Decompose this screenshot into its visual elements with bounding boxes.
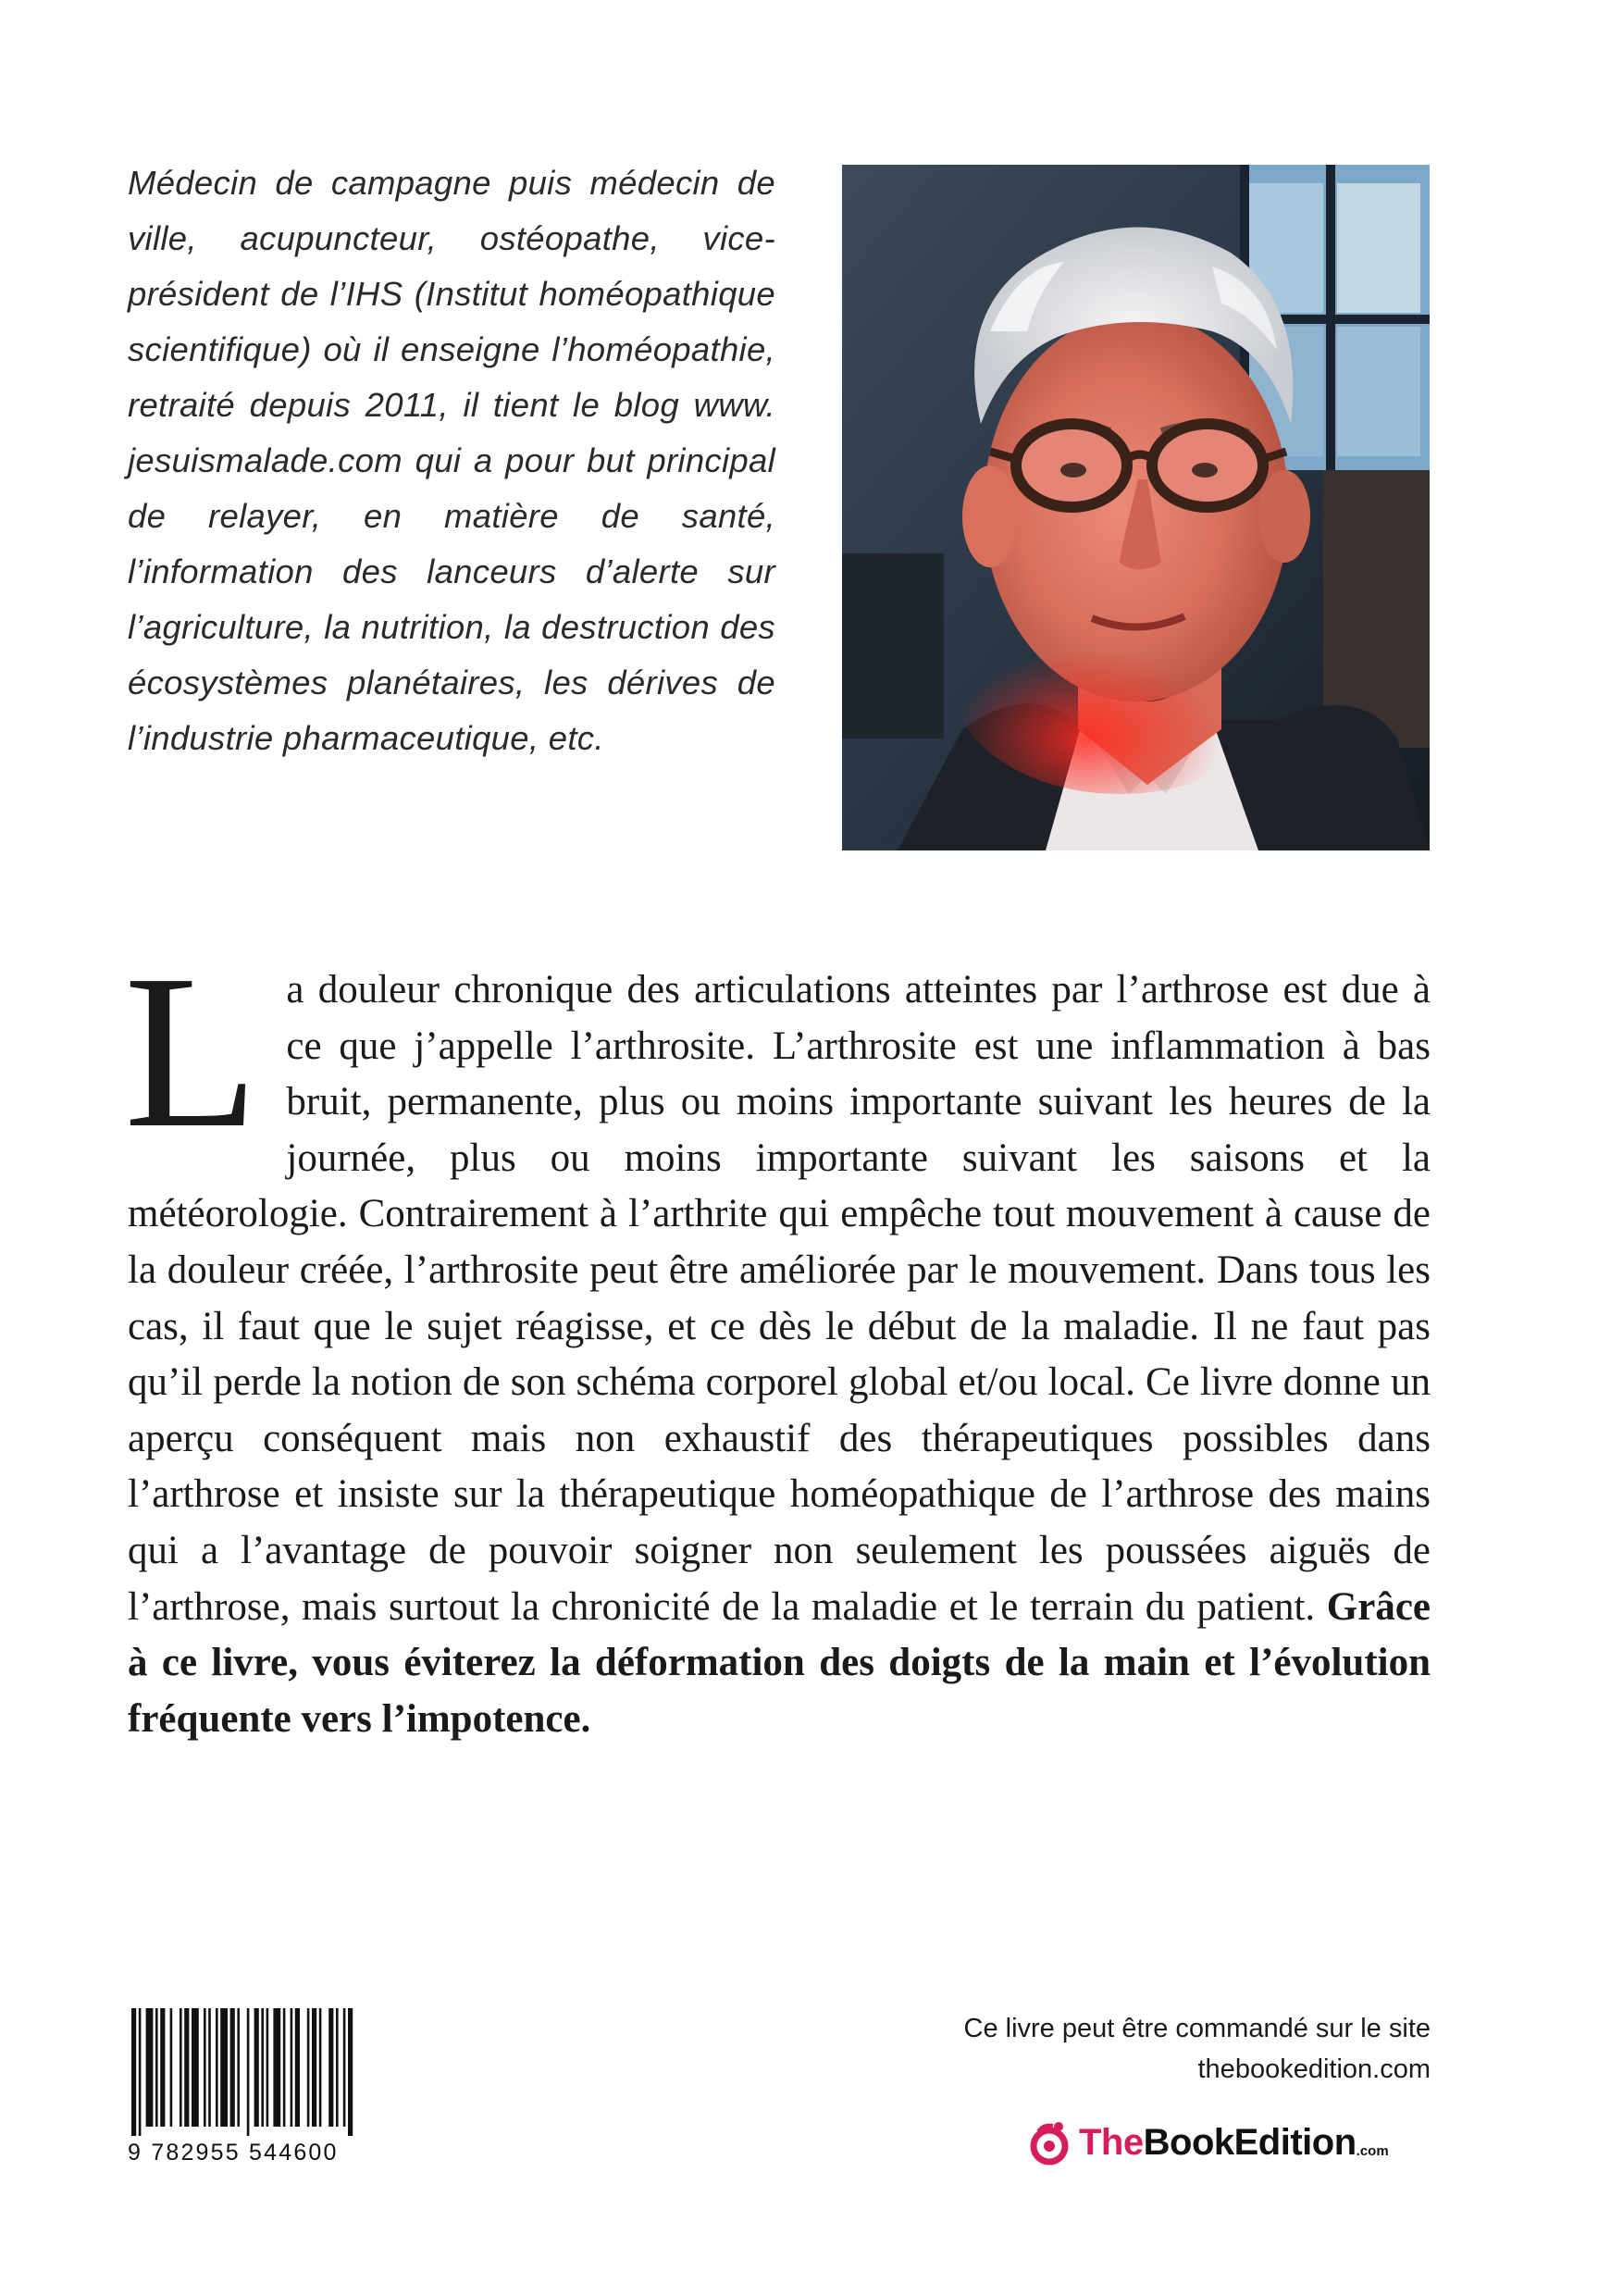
barcode-bar	[216, 2008, 218, 2127]
barcode-bar	[131, 2008, 136, 2138]
publisher-logo-suffix: .com	[1356, 2142, 1389, 2159]
publisher-logo-icon	[1025, 2118, 1073, 2166]
author-bio-text: Médecin de campagne puis médecin de ville, acupuncteur, ostéopathe, vice-président de l’IHS (Institut homéopathique scientifique) où il enseigne l’homéopathie, retraité depuis 2011, il tient le blog www. jesuismalade.com qui a pour but principal de relayer, en matière de santé, l’information des lanceurs d’alerte sur l’agriculture, la nutrition, la destruction des écosystèmes planétaires, les dérives de l’industrie pharmaceutique, etc.	[128, 164, 775, 757]
barcode-bar	[328, 2008, 333, 2127]
order-info	[964, 2008, 1431, 2090]
order-line-2: thebookedition.com	[1197, 2054, 1431, 2084]
drop-cap: L	[124, 930, 259, 1173]
barcode-bar	[237, 2008, 240, 2127]
barcode-bar	[180, 2008, 182, 2127]
barcode-bar	[204, 2008, 206, 2127]
barcode-bar	[208, 2008, 211, 2127]
author-bio	[128, 155, 775, 766]
description-bold-text: Grâce à ce livre, vous éviterez la déformation des doigts de la main et l’évolution fréquente vers l’impotence.	[128, 1584, 1431, 1741]
barcode-bar	[139, 2008, 142, 2138]
publisher-logo-prefix: The	[1079, 2121, 1144, 2163]
barcode-bar	[273, 2008, 280, 2127]
barcode-bar	[291, 2008, 293, 2127]
barcode-bar	[266, 2008, 269, 2127]
barcode-bar	[283, 2008, 286, 2127]
barcode-bar	[220, 2008, 228, 2127]
barcode-bar	[307, 2008, 310, 2127]
order-line-1: Ce livre peut être commandé sur le site	[963, 2014, 1431, 2043]
barcode-bar	[247, 2008, 250, 2138]
publisher-logo	[1025, 2110, 1432, 2175]
isbn-digits: 9 782955 544600	[128, 2136, 366, 2169]
author-portrait-image	[842, 165, 1430, 850]
publisher-logo-text	[1079, 2122, 1357, 2164]
barcode-bar	[261, 2008, 264, 2127]
barcode-bars	[128, 2008, 366, 2138]
barcode-bar	[160, 2008, 165, 2127]
barcode-bar	[192, 2008, 199, 2127]
barcode-bar	[254, 2008, 259, 2127]
barcode-bar	[295, 2008, 300, 2127]
description-text: a douleur chronique des articulations atteintes par l’arthrose est due à ce que j’appelle l’arthrosite. L’arthrosite est une inflammation à bas bruit, permanente, plus ou moins importante suivant les heures de la journée, plus ou moins importante suivant les saisons et la météorologie. Contrairement à l’arthrite qui empêche tout mouvement à cause de la douleur créée, l’arthrosite peut être améliorée par le mouvement. Dans tous les cas, il faut que le sujet réagisse, et ce dès le début de la maladie. Il ne faut pas qu’il perde la notion de son schéma corporel global et/ou local. Ce livre donne un aperçu conséquent mais non exhaustif des thérapeutiques possibles dans l’arthrose et insiste sur la thérapeutique homéopathique de l’arthrose des mains qui a l’avantage de pouvoir soigner non seulement les poussées aiguës de l’arthrose, mais surtout la chronicité de la maladie et le terrain du patient.	[128, 968, 1431, 1629]
barcode-bar	[343, 2008, 346, 2127]
barcode-bar	[170, 2008, 173, 2127]
publisher-logo-name: BookEdition	[1143, 2121, 1357, 2163]
barcode-bar	[146, 2008, 154, 2127]
barcode-bar	[230, 2008, 235, 2127]
barcode-bar	[155, 2008, 158, 2127]
barcode-bar	[312, 2008, 316, 2127]
barcode-bar	[348, 2008, 353, 2138]
barcode-bar	[184, 2008, 189, 2127]
barcode-bar	[336, 2008, 339, 2127]
barcode-bar	[319, 2008, 322, 2127]
author-photo	[842, 165, 1430, 850]
book-description	[124, 930, 1431, 1747]
